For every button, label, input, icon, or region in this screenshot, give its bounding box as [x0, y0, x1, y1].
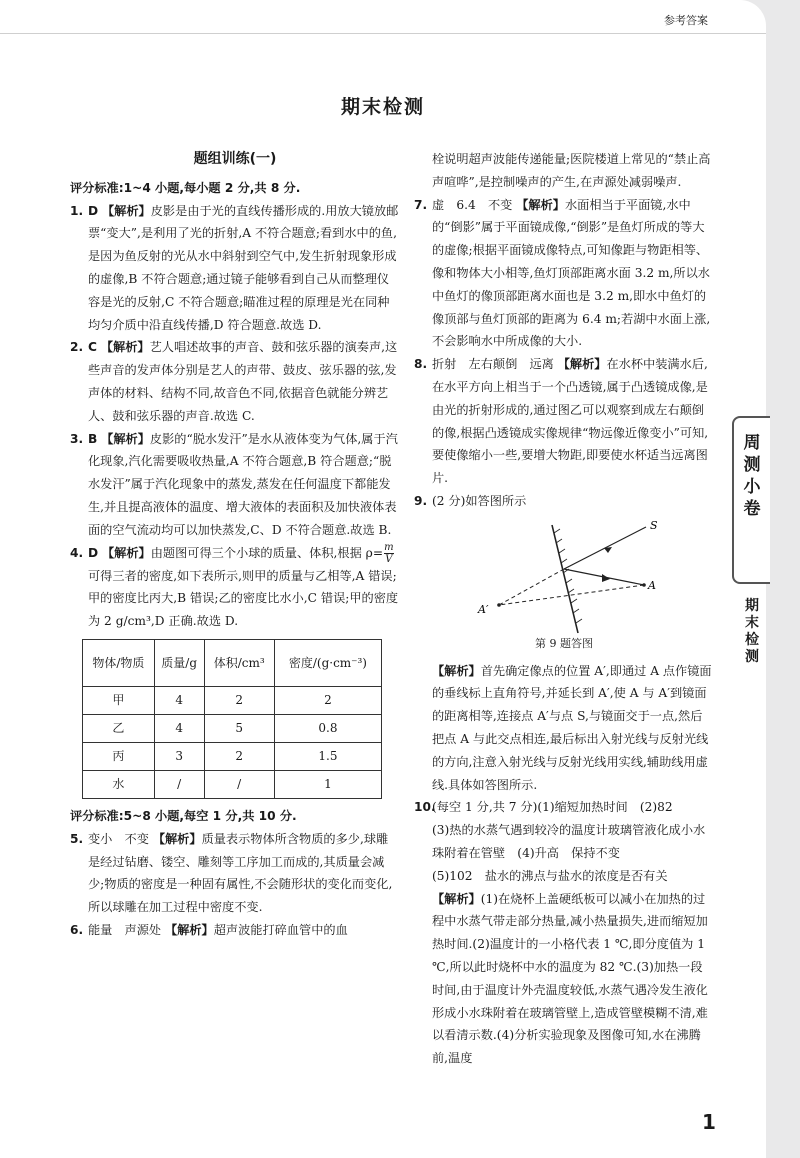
table-cell: 3: [154, 742, 204, 770]
page-number: 1: [702, 1110, 716, 1134]
virtual-ray: [499, 569, 564, 605]
question-6-continued: [414, 148, 714, 194]
table-row: [83, 770, 382, 798]
answer: D: [88, 203, 99, 218]
right-column: [414, 148, 714, 1070]
analysis-text: 皮影的“脱水发汗”是水从液体变为气体,属于汽化现象,汽化需要吸收热量,A 不符合题意,B 符合题意;“脱水发汗”属于汽化现象中的蒸发,蒸发在任何温度下都能发生,并且提高液体的温度、增大液体的表面积及加快液体表面的空气流动均可以加快蒸发,C、D 不符合题意.故选 B.: [88, 431, 398, 537]
left-column: [70, 148, 400, 942]
table-row: [83, 742, 382, 770]
answer: D: [88, 545, 99, 560]
answer: (2 分)如答图所示: [432, 493, 527, 508]
analysis-tag: 【解析】: [165, 922, 214, 937]
figure-caption: 第 9 题答图: [535, 636, 593, 650]
mirror-line: [552, 525, 578, 633]
density-table: [82, 639, 382, 799]
point-a: [642, 583, 646, 587]
analysis-tag: 【解析】: [102, 545, 151, 560]
analysis-text: 栓说明超声波能传递能量;医院楼道上常见的“禁止高声喧哗”,是控制噪声的产生,在声源处减弱噪声.: [432, 152, 711, 189]
table-row: [83, 686, 382, 714]
table-cell: 丙: [83, 742, 155, 770]
label-a: A: [648, 578, 656, 592]
question-10: [414, 796, 714, 1070]
table-header-cell: 体积/cm³: [204, 639, 274, 686]
table-cell: 2: [204, 742, 274, 770]
table-cell: 水: [83, 770, 155, 798]
table-cell: 1: [274, 770, 381, 798]
question-4: [70, 542, 400, 633]
question-number: 2.: [70, 340, 84, 355]
page-title: 期末检测: [340, 96, 425, 118]
question-number: 6.: [70, 922, 84, 937]
question-9: [414, 490, 714, 513]
formula-numerator: m: [384, 541, 394, 553]
analysis-text: (1)在烧杯上盖硬纸板可以减小在加热的过程中水蒸气带走部分热量,减小热量损失,进而缩短加热时间.(2)温度计的一小格代表 1 ℃,即分度值为 1 ℃,所以此时烧杯中水的温度为 82 ℃.(3)加热一段时间,由于温度计外壳温度较低,水蒸气遇冷发生液化形成小水珠附着在玻璃管壁上,造成管壁模糊不清,难以看清示数.(4)分析实验现象及图像可知,水在沸腾前,温度: [432, 891, 708, 1066]
answer-line-3: (5)102 盐水的沸点与盐水的浓度是否有关: [432, 868, 668, 883]
table-cell: 0.8: [274, 714, 381, 742]
mirror-reflection-diagram: [474, 517, 684, 635]
table-cell: /: [154, 770, 204, 798]
question-6: [70, 919, 400, 942]
question-1: [70, 200, 400, 337]
analysis-tag: 【解析】: [432, 891, 481, 906]
point-a-prime: [497, 603, 501, 607]
table-cell: 1.5: [274, 742, 381, 770]
formula-denominator: V: [385, 553, 393, 565]
table-cell: 2: [204, 686, 274, 714]
analysis-text-formula-pre: 据 ρ=: [349, 545, 384, 560]
analysis-text: 在水杯中装满水后,在水平方向上相当于一个凸透镜,属于凸透镜成像,是由光的折射形成的,通过图乙可以观察到成左右颠倒的像,根据凸透镜成实像规律“物远像近像变小”可知,要使像缩小一些,要增大物距,即要使水杯适当远离图片.: [432, 357, 709, 486]
table-header-cell: 物体/物质: [83, 639, 155, 686]
table-cell: 甲: [83, 686, 155, 714]
analysis-tag: 【解析】: [557, 357, 607, 372]
header-divider: [0, 33, 766, 34]
section-subtitle: 题组训练(一): [193, 151, 277, 167]
answer: 折射 左右颠倒 远离: [432, 357, 554, 372]
question-number: 3.: [70, 431, 84, 446]
side-note: 期末检测: [745, 598, 759, 665]
table-header-cell: 密度/(g·cm⁻³): [274, 639, 381, 686]
question-7: [414, 194, 714, 354]
table-cell: 2: [274, 686, 381, 714]
analysis-tag: 【解析】: [101, 431, 150, 446]
question-9-analysis: [414, 660, 714, 797]
question-8: [414, 353, 714, 490]
question-5: [70, 828, 400, 919]
analysis-text: 质量表示物体所含物质的多少,球雕是经过钻磨、镂空、雕刻等工序加工而成的,其质量会减少;物质的密度是一种固有属性,不会随形状的变化而变化,所以球雕在加工过程中密度不变.: [88, 831, 393, 915]
analysis-tag: 【解析】: [100, 340, 150, 355]
analysis-text: 皮影是由于光的直线传播形成的.用放大镜放邮票“变大”,是利用了光的折射,A 不符合题意;看到水中的鱼,是因为鱼反射的光从水中斜射到空气中,发生折射现象形成的虚像,B 不符合题意;通过镜子能够看到自己从而整理仪容是光的反射,C 不符合题意;瞄准过程的原理是光在同种均匀介质中沿直线传播,D 符合题意.故选 D.: [88, 203, 399, 332]
scoring-standard-2: 评分标准:5~8 小题,每空 1 分,共 10 分.: [70, 808, 297, 823]
question-number: 7.: [414, 197, 428, 212]
table-header-row: [83, 639, 382, 686]
analysis-text-formula-post: 可得三者的密度,如下表所示,则甲的质: [88, 568, 291, 583]
analysis-tag: 【解析】: [102, 203, 151, 218]
answer: 能量 声源处: [88, 922, 162, 937]
scoring-standard-1: 评分标准:1~4 小题,每小题 2 分,共 8 分.: [70, 180, 301, 195]
answer: 变小 不变: [88, 831, 149, 846]
density-formula: [384, 542, 393, 565]
question-number: 8.: [414, 357, 428, 372]
analysis-tag: 【解析】: [516, 197, 565, 212]
table-body: [83, 686, 382, 798]
question-3: [70, 428, 400, 542]
question-number: 1.: [70, 203, 84, 218]
analysis-text: 艺人唱述故事的声音、鼓和弦乐器的演奏声,这些声音的发声体分别是艺人的声带、鼓皮、弦乐器的弦,发声体的材料、结构不同,故音色不同,依据音色就能分辨艺人、鼓和弦乐器的声音.故选 C.: [88, 340, 398, 423]
table-cell: 5: [204, 714, 274, 742]
answer: 虚 6.4 不变: [432, 197, 513, 212]
incident-arrow: [604, 547, 612, 553]
analysis-tag: 【解析】: [432, 663, 481, 678]
table-cell: 4: [154, 686, 204, 714]
analysis-text: 由题图可得三个小球的质量、体积,根: [150, 545, 350, 560]
question-2: [70, 336, 400, 427]
answer: B: [88, 431, 98, 446]
question-number: 9.: [414, 493, 428, 508]
analysis-text: 超声波能打碎血管中的血: [213, 922, 348, 937]
normal-line: [499, 585, 644, 605]
analysis-text-end: 量与乙相等,A 错误;甲的密度比丙大,B 错误;乙的密度比水小,C 错误;甲的密度为 2 g/cm³,D 正确.故选 D.: [88, 568, 399, 629]
header-label: 参考答案: [664, 14, 708, 27]
table-row: [83, 714, 382, 742]
table-cell: 4: [154, 714, 204, 742]
side-tab: [732, 416, 770, 584]
label-a-prime: A′: [478, 602, 489, 616]
label-s: S: [650, 518, 658, 532]
analysis-text: 水面相当于平面镜,水中的“倒影”属于平面镜成像,“倒影”是鱼灯所成的等大的虚像;根据平面镜成像特点,可知像距与物距相等、像和物体大小相等,鱼灯顶部距离水面 3.2 m,所以水中鱼灯的像顶部距离水面也是 3.2 m,即水中鱼灯的像顶部与鱼灯顶部的距离为 6.4 m;若湖中水面上涨,不会影响水中所成像的大小.: [432, 197, 711, 349]
analysis-tag: 【解析】: [152, 831, 202, 846]
table-cell: /: [204, 770, 274, 798]
analysis-text: 首先确定像点的位置 A′,即通过 A 点作镜面的垂线标上直角符号,并延长到 A′,使 A 与 A′到镜面的距离相等,连接点 A′与点 S,与镜面交于一点,然后把点 A 与此交点相连,最后标出入射光线与反射光线的方向,注意入射光线与反射光线用实线,辅助线用虚线.具体如答图所示.: [432, 663, 712, 792]
table-cell: 乙: [83, 714, 155, 742]
question-number: 5.: [70, 831, 84, 846]
side-tab-label: 周测小卷: [743, 433, 761, 519]
answer-line-2: (3)热的水蒸气遇到较冷的温度计玻璃管液化成小水珠附着在管壁 (4)升高 保持不变: [432, 823, 706, 860]
table-header-cell: 质量/g: [154, 639, 204, 686]
question-number: 4.: [70, 545, 84, 560]
answer: C: [88, 340, 97, 355]
question-number: 10.: [414, 800, 436, 815]
mirror-hatching: [554, 529, 582, 623]
answer-line-1: (每空 1 分,共 7 分)(1)缩短加热时间 (2)82: [432, 800, 673, 815]
